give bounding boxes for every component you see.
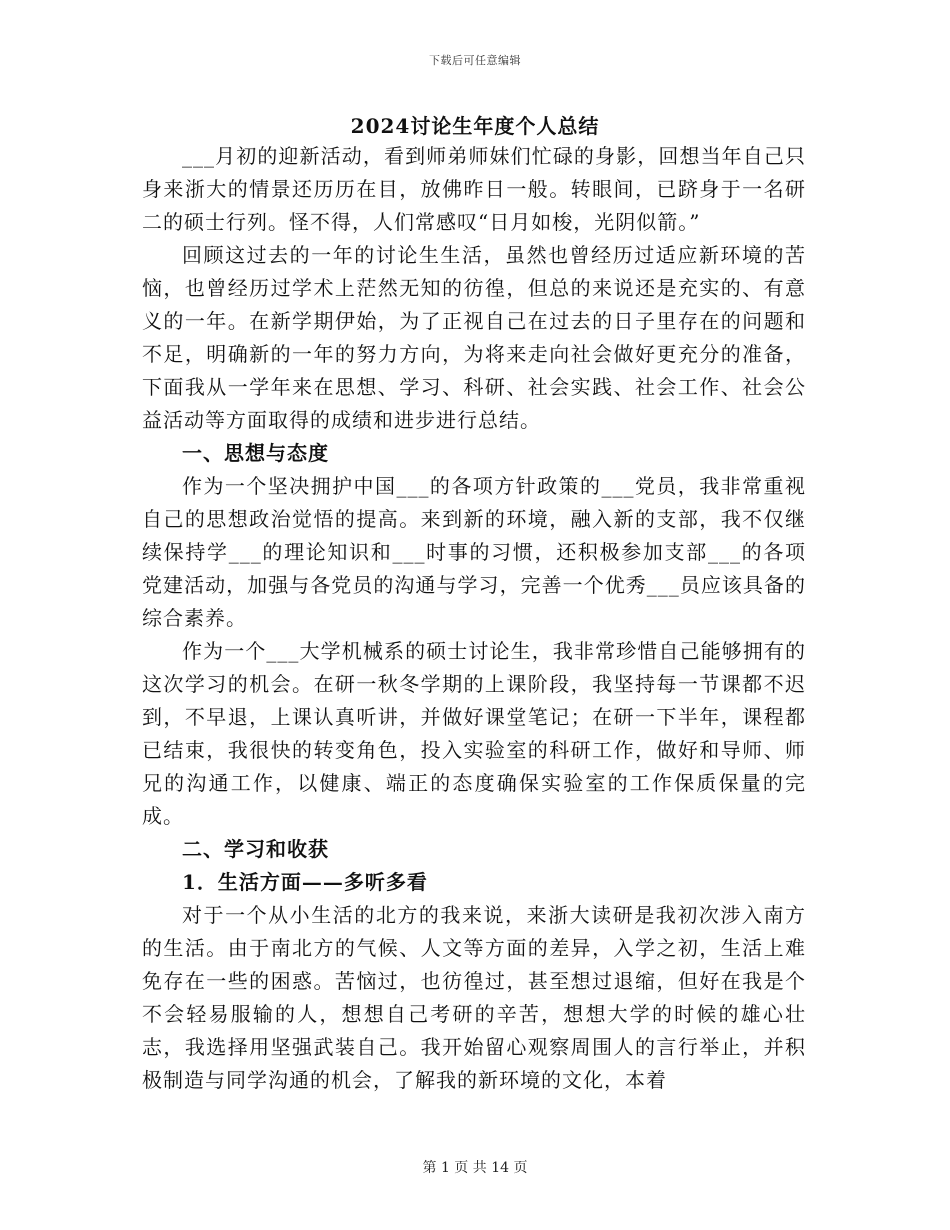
- paragraph-party: 作为一个坚决拥护中国___的各项方针政策的___党员，我非常重视自己的思想政治觉悟的提高。来到新的环境，融入新的支部，我不仅继续保持学___的理论知识和___时事的习惯，还积极参加支部___的各项党建活动，加强与各党员的沟通与学习，完善一个优秀___员应该具备的综合素养。: [142, 474, 806, 630]
- page-number: 第 1 页 共 14 页: [422, 1160, 528, 1176]
- paragraph-life: 对于一个从小生活的北方的我来说，来浙大读研是我初次涉入南方的生活。由于南北方的气候、人文等方面的差异，入学之初，生活上难免存在一些的困惑。苦恼过，也彷徨过，甚至想过退缩，但好在我是个不会轻易服输的人，想想自己考研的辛苦，想想大学的时候的雄心壮志，我选择用坚强武装自己。我开始留心观察周围人的言行举止，并积极制造与同学沟通的机会，了解我的新环境的文化，本着: [142, 903, 806, 1092]
- section-heading-learning: 二、学习和收获: [182, 837, 329, 861]
- document-title: 2024讨论生年度个人总结: [350, 114, 600, 138]
- section-heading-thought: 一、思想与态度: [182, 441, 329, 465]
- subsection-heading-life: 1．生活方面——多听多看: [182, 870, 428, 894]
- document-body: [142, 140, 806, 1097]
- paragraph-intro: ___月初的迎新活动，看到师弟师妹们忙碌的身影，回想当年自己只身来浙大的情景还历历在目，放佛昨日一般。转眼间，已跻身于一名研二的硕士行列。怪不得，人们常感叹“日月如梭，光阴似箭。”: [142, 144, 806, 234]
- paragraph-review: 回顾这过去的一年的讨论生生活，虽然也曾经历过适应新环境的苦恼，也曾经历过学术上茫然无知的彷徨，但总的来说还是充实的、有意义的一年。在新学期伊始，为了正视自己在过去的日子里存在的问题和不足，明确新的一年的努力方向，为将来走向社会做好更充分的准备，下面我从一学年来在思想、学习、科研、社会实践、社会工作、社会公益活动等方面取得的成绩和进步进行总结。: [142, 243, 806, 432]
- paragraph-study: 作为一个___大学机械系的硕士讨论生，我非常珍惜自己能够拥有的这次学习的机会。在研一秋冬学期的上课阶段，我坚持每一节课都不迟到，不早退，上课认真听讲，并做好课堂笔记；在研一下半年，课程都已结束，我很快的转变角色，投入实验室的科研工作，做好和导师、师兄的沟通工作，以健康、端正的态度确保实验室的工作保质保量的完成。: [142, 639, 806, 828]
- header-note: 下载后可任意编辑: [429, 54, 521, 67]
